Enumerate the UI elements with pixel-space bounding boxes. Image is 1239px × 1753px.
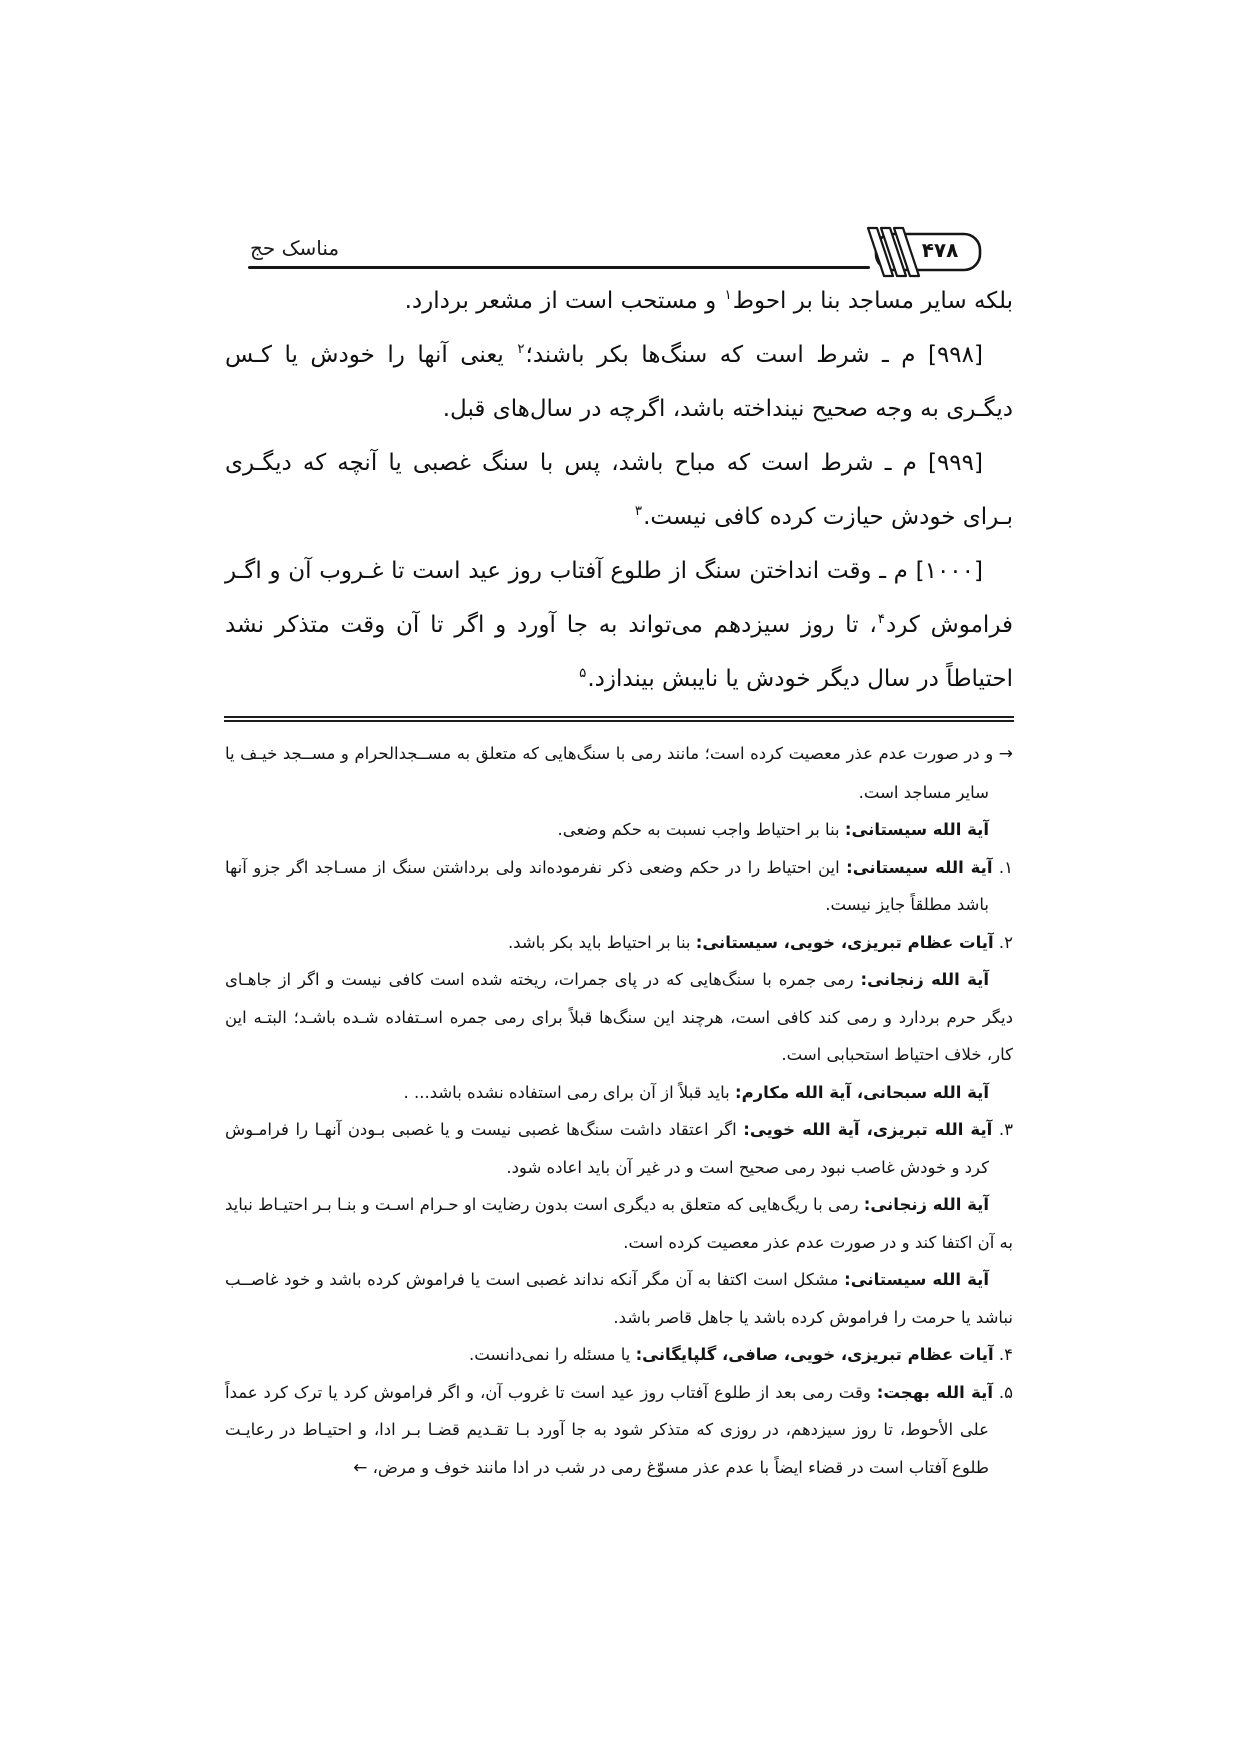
footnote-text: این احتیاط را در حکم وضعی ذکر نفرموده‌اند ولی برداشتن سنگ از مسـاجد اگر جزو آنها باشد مطلقاً جایز نیست. (225, 857, 989, 914)
marja-name: آیة الله سیستانی: (844, 820, 989, 839)
footnote-text: اگر اعتقاد داشت سنگ‌ها غصبی نیست و یا غصبی بـودن آنهـا را فرامـوش کرد و خودش غاصب نبود رمی صحیح است و در غیر آن باید اعاده شود. (225, 1120, 989, 1177)
footnote-entry-1 (225, 849, 1013, 924)
footnote-entry-5 (225, 1374, 1013, 1488)
body-text: ، تا روز سیزدهم می‌تواند به جا آورد و اگر تا آن وقت متذکر نشد احتیاطاً در سال دیگر خودش یا نایبش بیندازد. (225, 612, 1013, 692)
marja-name: آیة الله بهجت: (876, 1382, 993, 1402)
page-number: ۴۷۸ (921, 238, 959, 262)
footnote-entry (225, 811, 1013, 849)
footnote-separator-rule (224, 716, 1014, 722)
footnote-number: ۳. (992, 1120, 1013, 1139)
marja-name: آیات عظام تبریزی، خویی، صافی، گلپایگانی: (635, 1345, 994, 1364)
footnote-entry-3 (225, 1111, 1013, 1186)
footnote-number: ۲. (993, 932, 1013, 952)
footnote-marker-1: ۱ (724, 288, 732, 304)
footnote-number: ۴. (993, 1345, 1013, 1364)
footnote-text: رمی با ریگ‌هایی که متعلق به دیگری است بدون رضایت او حـرام اسـت و بنـا بـر احتیـاط نباید به آن اکتفا کند و در صورت عدم عذر معصیت کرده است. (225, 1195, 1013, 1252)
continuation-to-next-arrow-icon: ← (353, 1457, 368, 1478)
footnote-text: و در صورت عدم عذر معصیت کرده است؛ مانند رمی با سنگ‌هایی که متعلق به مســجدالحرام و مســجد خیـف یا سایر مساجد است. (225, 744, 999, 802)
footnote-marker-3: ۳ (634, 504, 643, 520)
footnote-text: بنا بر احتیاط واجب نسبت به حکم وضعی. (557, 820, 845, 839)
book-title: مناسک حج (250, 236, 340, 260)
body-text: و مستحب است از مشعر بردارد. (404, 288, 724, 314)
marja-name: آیة الله زنجانی: (860, 970, 989, 989)
marja-name: آیة الله زنجانی: (863, 1195, 989, 1214)
footnote-marker-4: ۴ (877, 612, 885, 628)
footnote-entry (225, 1261, 1013, 1336)
marja-name: آیة الله سیستانی: (846, 857, 993, 877)
body-text: یعنی آنها را خودش یا کـس دیگـری به وجه صحیح نینداخته باشد، اگرچه در سال‌های قبل. (225, 342, 1013, 422)
page-number-badge (852, 224, 994, 280)
footnote-entry-4 (225, 1336, 1013, 1374)
continuation-from-previous-arrow-icon: → (998, 744, 1013, 764)
footnote-marker-5: ۵ (579, 666, 587, 682)
body-paragraph-999 (225, 436, 1013, 544)
body-text: [۱۰۰۰] م ـ وقت انداختن سنگ از طلوع آفتاب روز عید است تا غـروب آن و اگـر فراموش کرد (225, 558, 1013, 638)
footnote-entry-2 (225, 924, 1013, 962)
footnote-marker-2: ۲ (517, 342, 525, 358)
footnote-text: وقت رمی بعد از طلوع آفتاب روز عید است تا غروب آن، و اگر فراموش کرد یا ترک کرد عمداً علی الأحوط، تا روز سیزدهم، در روزی که متذکر شود به جا آورد بـا تقـدیم قضـا بـر ادا، و احتیـاط در رعایـت طلوع آفتاب است در قضاء ایضاً با عدم عذر مسوّغ رمی در شب در ادا مانند خوف و مرض، (225, 1382, 989, 1477)
body-paragraph-998 (225, 328, 1013, 436)
footnote-text: یا مسئله را نمی‌دانست. (468, 1345, 636, 1364)
footnote-entry (225, 1074, 1013, 1112)
marja-name: آیة الله سبحانی، آیة الله مکارم: (734, 1082, 989, 1102)
footnote-text: باید قبلاً از آن برای رمی استفاده نشده باشد... . (403, 1082, 735, 1102)
footnote-text: مشکل است اکتفا به آن مگر آنکه نداند غصبی است یا فراموش کرده باشد و خود غاصــب نباشد یا حرمت را فراموش کرده باشد یا جاهل قاصر باشد. (225, 1270, 1013, 1327)
footnote-text: رمی جمره با سنگ‌هایی که در پای جمرات، ریخته شده است کافی نیست و اگر از جاهـای دیگر حرم بردارد و رمی کند کافی است، هرچند این سنگ‌ها قبلاً برای رمی جمره اسـتفاده شـده باشـد؛ البتـه این کار، خلاف احتیاط استحبابی است. (225, 970, 1013, 1064)
footnote-entry (225, 1186, 1013, 1261)
marja-name: آیة الله تبریزی، آیة الله خویی: (743, 1120, 993, 1139)
footnote-text: بنا بر احتیاط باید بکر باشد. (507, 932, 696, 952)
marja-name: آیة الله سیستانی: (844, 1270, 989, 1289)
footnote-number: ۵. (993, 1382, 1013, 1402)
body-text: بلکه سایر مساجد بنا بر احوط (732, 288, 1013, 314)
marja-name: آیات عظام تبریزی، خویی، سیستانی: (695, 932, 994, 952)
footnote-number: ۱. (992, 857, 1013, 877)
body-paragraph-continuation (225, 274, 1013, 328)
body-text: [۹۹۹] م ـ شرط است که مباح باشد، پس با سنگ غصبی یا آنچه که دیگـری بـرای خودش حیازت کرده کافی نیست. (225, 450, 1013, 530)
footnotes-block (225, 735, 1013, 1487)
header-rule (248, 266, 870, 269)
footnote-entry (225, 961, 1013, 1074)
body-paragraph-1000 (225, 544, 1013, 706)
footnote-continuation (225, 735, 1013, 811)
body-text: [۹۹۸] م ـ شرط است که سنگ‌ها بکر باشند؛ (525, 342, 983, 368)
main-text (225, 274, 1013, 706)
